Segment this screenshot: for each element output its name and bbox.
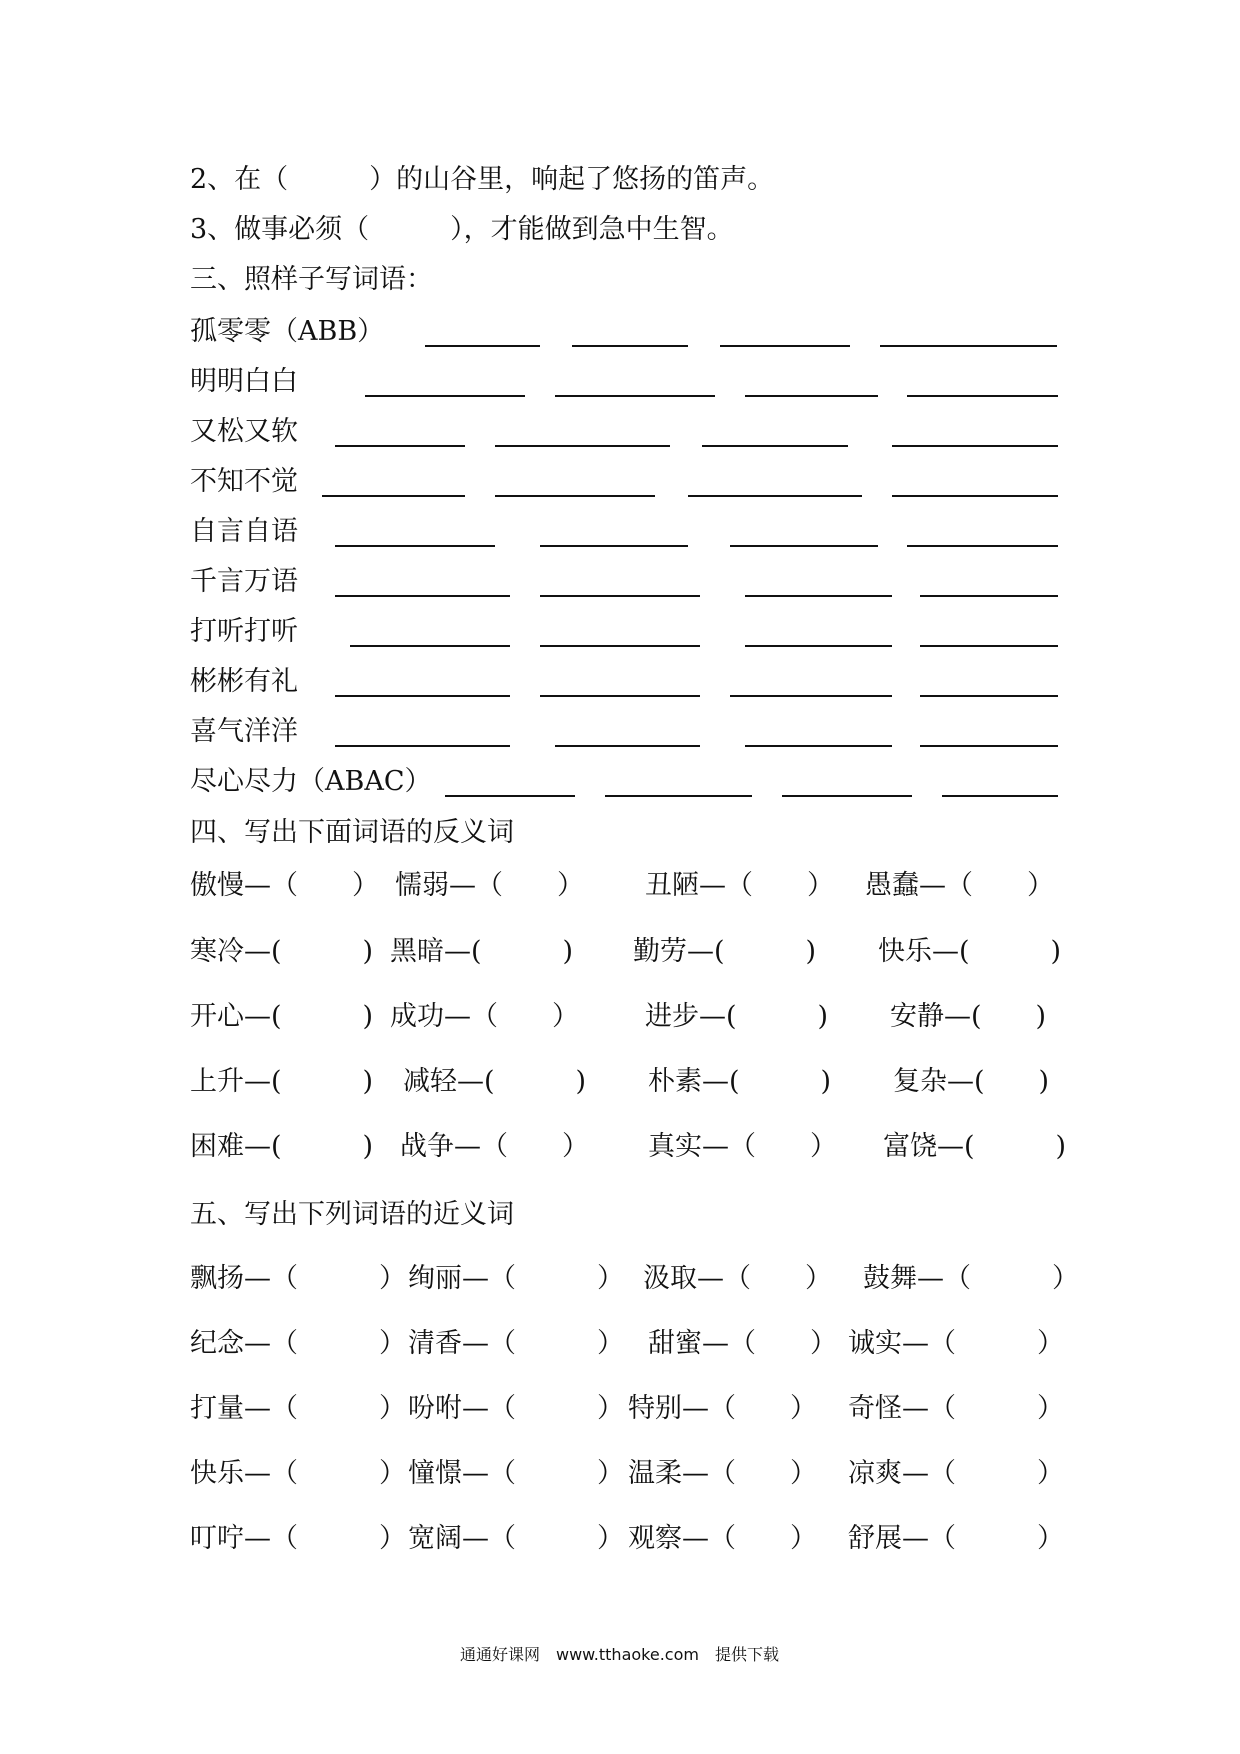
answer-blank[interactable] [688, 495, 862, 497]
answer-blank[interactable] [335, 445, 465, 447]
answer-blank[interactable] [495, 445, 670, 447]
sentence-3: 3、做事必须（ ），才能做到急中生智。 [190, 214, 734, 245]
synonym-item[interactable]: 汲取—（ ） [643, 1263, 832, 1294]
answer-blank[interactable] [920, 645, 1058, 647]
synonym-item[interactable]: 绚丽—（ ） [408, 1263, 624, 1294]
footer-credit: 通通好课网 www.tthaoke.com 提供下载 [460, 1645, 779, 1664]
pattern-word-label: 喜气洋洋 [190, 716, 298, 747]
answer-blank[interactable] [425, 345, 540, 347]
pattern-word-label: 彬彬有礼 [190, 666, 298, 697]
antonym-item[interactable]: 减轻—( ) [403, 1066, 587, 1097]
answer-blank[interactable] [572, 345, 688, 347]
answer-blank[interactable] [907, 545, 1058, 547]
answer-blank[interactable] [540, 595, 700, 597]
answer-blank[interactable] [730, 545, 878, 547]
synonym-item[interactable]: 甜蜜—（ ） [648, 1328, 837, 1359]
answer-blank[interactable] [555, 745, 700, 747]
answer-blank[interactable] [365, 395, 525, 397]
antonym-item[interactable]: 困难—( ) [190, 1131, 374, 1162]
synonym-item[interactable]: 诚实—（ ） [848, 1328, 1064, 1359]
answer-blank[interactable] [880, 345, 1057, 347]
section-4-title: 四、写出下面词语的反义词 [190, 817, 514, 848]
antonym-item[interactable]: 懦弱—（ ） [395, 870, 584, 901]
synonym-item[interactable]: 打量—（ ） [190, 1393, 406, 1424]
antonym-item[interactable]: 黑暗—( ) [390, 936, 574, 967]
synonym-item[interactable]: 飘扬—（ ） [190, 1263, 406, 1294]
antonym-item[interactable]: 复杂—( ) [893, 1066, 1050, 1097]
answer-blank[interactable] [745, 595, 892, 597]
answer-blank[interactable] [540, 645, 700, 647]
synonym-item[interactable]: 奇怪—（ ） [848, 1393, 1064, 1424]
antonym-item[interactable]: 丑陋—（ ） [645, 870, 834, 901]
antonym-item[interactable]: 开心—( ) [190, 1001, 374, 1032]
synonym-item[interactable]: 宽阔—（ ） [408, 1523, 624, 1554]
synonym-item[interactable]: 吩咐—（ ） [408, 1393, 624, 1424]
pattern-word-label: 尽心尽力（ABAC） [190, 766, 432, 797]
answer-blank[interactable] [745, 645, 892, 647]
section-3-title: 三、照样子写词语： [190, 264, 433, 295]
answer-blank[interactable] [730, 695, 892, 697]
answer-blank[interactable] [745, 745, 892, 747]
antonym-item[interactable]: 安静—( ) [890, 1001, 1047, 1032]
answer-blank[interactable] [335, 595, 510, 597]
answer-blank[interactable] [322, 495, 465, 497]
synonym-item[interactable]: 凉爽—（ ） [848, 1458, 1064, 1489]
answer-blank[interactable] [335, 745, 510, 747]
antonym-item[interactable]: 真实—（ ） [648, 1131, 837, 1162]
answer-blank[interactable] [445, 795, 575, 797]
answer-blank[interactable] [920, 595, 1058, 597]
answer-blank[interactable] [745, 395, 878, 397]
answer-blank[interactable] [495, 495, 655, 497]
antonym-item[interactable]: 战争—（ ） [400, 1131, 589, 1162]
pattern-word-label: 不知不觉 [190, 466, 298, 497]
answer-blank[interactable] [335, 545, 495, 547]
section-5-title: 五、写出下列词语的近义词 [190, 1199, 514, 1230]
answer-blank[interactable] [942, 795, 1058, 797]
answer-blank[interactable] [555, 395, 715, 397]
synonym-item[interactable]: 观察—（ ） [628, 1523, 817, 1554]
answer-blank[interactable] [892, 495, 1058, 497]
answer-blank[interactable] [892, 445, 1058, 447]
synonym-item[interactable]: 温柔—（ ） [628, 1458, 817, 1489]
synonym-item[interactable]: 舒展—（ ） [848, 1523, 1064, 1554]
answer-blank[interactable] [702, 445, 848, 447]
synonym-item[interactable]: 清香—（ ） [408, 1328, 624, 1359]
pattern-word-label: 自言自语 [190, 516, 298, 547]
pattern-word-label: 打听打听 [190, 616, 298, 647]
pattern-word-label: 千言万语 [190, 566, 298, 597]
antonym-item[interactable]: 富饶—( ) [883, 1131, 1067, 1162]
pattern-word-label: 明明白白 [190, 366, 298, 397]
synonym-item[interactable]: 鼓舞—（ ） [863, 1263, 1079, 1294]
answer-blank[interactable] [540, 545, 688, 547]
antonym-item[interactable]: 寒冷—( ) [190, 936, 374, 967]
antonym-item[interactable]: 朴素—( ) [648, 1066, 832, 1097]
antonym-item[interactable]: 傲慢—（ ） [190, 870, 379, 901]
sentence-2: 2、在（ ）的山谷里，响起了悠扬的笛声。 [190, 164, 775, 195]
synonym-item[interactable]: 特别—（ ） [628, 1393, 817, 1424]
antonym-item[interactable]: 愚蠢—（ ） [865, 870, 1054, 901]
answer-blank[interactable] [350, 645, 510, 647]
pattern-word-label: 孤零零（ABB） [190, 316, 385, 347]
answer-blank[interactable] [335, 695, 510, 697]
synonym-item[interactable]: 快乐—（ ） [190, 1458, 406, 1489]
answer-blank[interactable] [920, 695, 1058, 697]
pattern-word-label: 又松又软 [190, 416, 298, 447]
antonym-item[interactable]: 上升—( ) [190, 1066, 374, 1097]
answer-blank[interactable] [720, 345, 850, 347]
synonym-item[interactable]: 纪念—（ ） [190, 1328, 406, 1359]
synonym-item[interactable]: 叮咛—（ ） [190, 1523, 406, 1554]
answer-blank[interactable] [540, 695, 700, 697]
antonym-item[interactable]: 成功—（ ） [390, 1001, 579, 1032]
answer-blank[interactable] [920, 745, 1058, 747]
antonym-item[interactable]: 进步—( ) [645, 1001, 829, 1032]
antonym-item[interactable]: 快乐—( ) [878, 936, 1062, 967]
answer-blank[interactable] [907, 395, 1058, 397]
answer-blank[interactable] [605, 795, 752, 797]
answer-blank[interactable] [782, 795, 912, 797]
antonym-item[interactable]: 勤劳—( ) [633, 936, 817, 967]
synonym-item[interactable]: 憧憬—（ ） [408, 1458, 624, 1489]
